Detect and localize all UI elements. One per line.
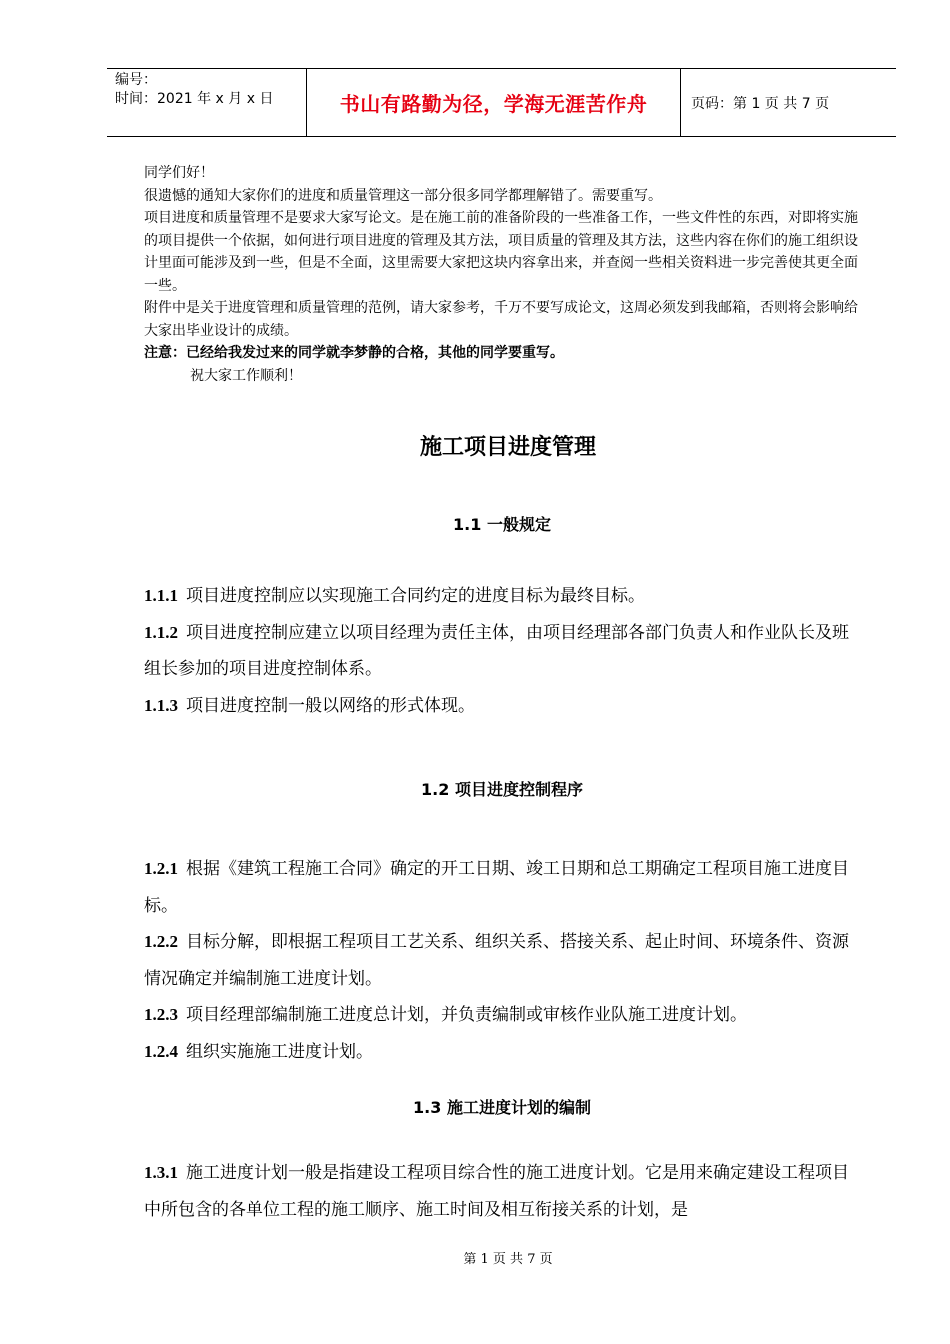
header-motto: 书山有路勤为径，学海无涯苦作舟 [307,69,681,136]
notice-greeting: 同学们好！ [144,165,214,181]
clause-text: 项目进度控制一般以网络的形式体现。 [186,695,475,716]
section-heading: 1.1 一般规定 [453,515,551,534]
clause-number: 1.2.4 [144,1041,178,1061]
clause [144,578,856,615]
section-body [144,851,856,1070]
clause [144,924,856,997]
notice-line: 很遗憾的通知大家你们的进度和质量管理这一部分很多同学都理解错了。需要重写。 [144,187,662,204]
clause-text: 项目经理部编制施工进度总计划，并负责编制或审核作业队施工进度计划。 [186,1005,747,1025]
clause [144,1034,856,1071]
clause-number: 1.2.2 [144,932,178,951]
page-footer: 第 1 页 共 7 页 [463,1252,553,1267]
clause [144,615,856,688]
notice-blessing: 祝大家工作顺利！ [190,367,302,384]
clause-text: 施工进度计划一般是指建设工程项目综合性的施工进度计划。它是用来确定建设工程项目中所包含的各单位工程的施工顺序、施工时间及相互衔接关系的计划，是 [144,1163,849,1220]
section-heading: 1.2 项目进度控制程序 [421,780,583,799]
clause-text: 项目进度控制应建立以项目经理为责任主体，由项目经理部各部门负责人和作业队长及班组长参加的项目进度控制体系。 [144,622,849,679]
clause-number: 1.1.3 [144,695,178,715]
document-title: 施工项目进度管理 [419,435,596,460]
clause [144,688,856,725]
clause-number: 1.2.3 [144,1005,178,1024]
notice-block [144,162,864,387]
page-header [107,68,896,137]
clause-text: 项目进度控制应以实现施工合同约定的进度目标为最终目标。 [186,586,645,606]
notice-warning: 注意：已经给我发过来的同学就李梦静的合格，其他的同学要重写。 [144,345,564,361]
clause-text: 目标分解，即根据工程项目工艺关系、组织关系、搭接关系、起止时间、环境条件、资源情况确定并编制施工进度计划。 [144,932,849,989]
date-label: 时间：2021 年 x 月 x 日 [115,91,274,107]
clause-number: 1.3.1 [144,1163,178,1182]
clause-number: 1.2.1 [144,859,178,878]
header-meta [107,69,307,136]
clause [144,997,856,1034]
notice-line: 项目进度和质量管理不是要求大家写论文。是在施工前的准备阶段的一些准备工作，一些文件性的东西，对即将实施的项目提供一个依据，如何进行项目进度的管理及其方法，项目质量的管理及其方法，这些内容在你们的施工组织设计里面可能涉及到一些，但是不全面，这里需要大家把这块内容拿出来，并查阅一些相关资料进一步完善使其更全面一些。 [144,210,858,294]
clause-number: 1.1.2 [144,622,178,642]
number-label: 编号： [115,72,157,88]
section-body [144,1155,856,1228]
clause [144,851,856,924]
notice-line: 附件中是关于进度管理和质量管理的范例，请大家参考，千万不要写成论文，这周必须发到我邮箱，否则将会影响给大家出毕业设计的成绩。 [144,300,858,339]
section-body [144,578,856,724]
section-heading: 1.3 施工进度计划的编制 [413,1098,591,1117]
clause-number: 1.1.1 [144,586,178,605]
header-page-info: 页码：第 1 页 共 7 页 [691,95,830,112]
clause-text: 根据《建筑工程施工合同》确定的开工日期、竣工日期和总工期确定工程项目施工进度目标。 [144,859,849,916]
clause-text: 组织实施施工进度计划。 [186,1041,373,1062]
clause [144,1155,856,1228]
